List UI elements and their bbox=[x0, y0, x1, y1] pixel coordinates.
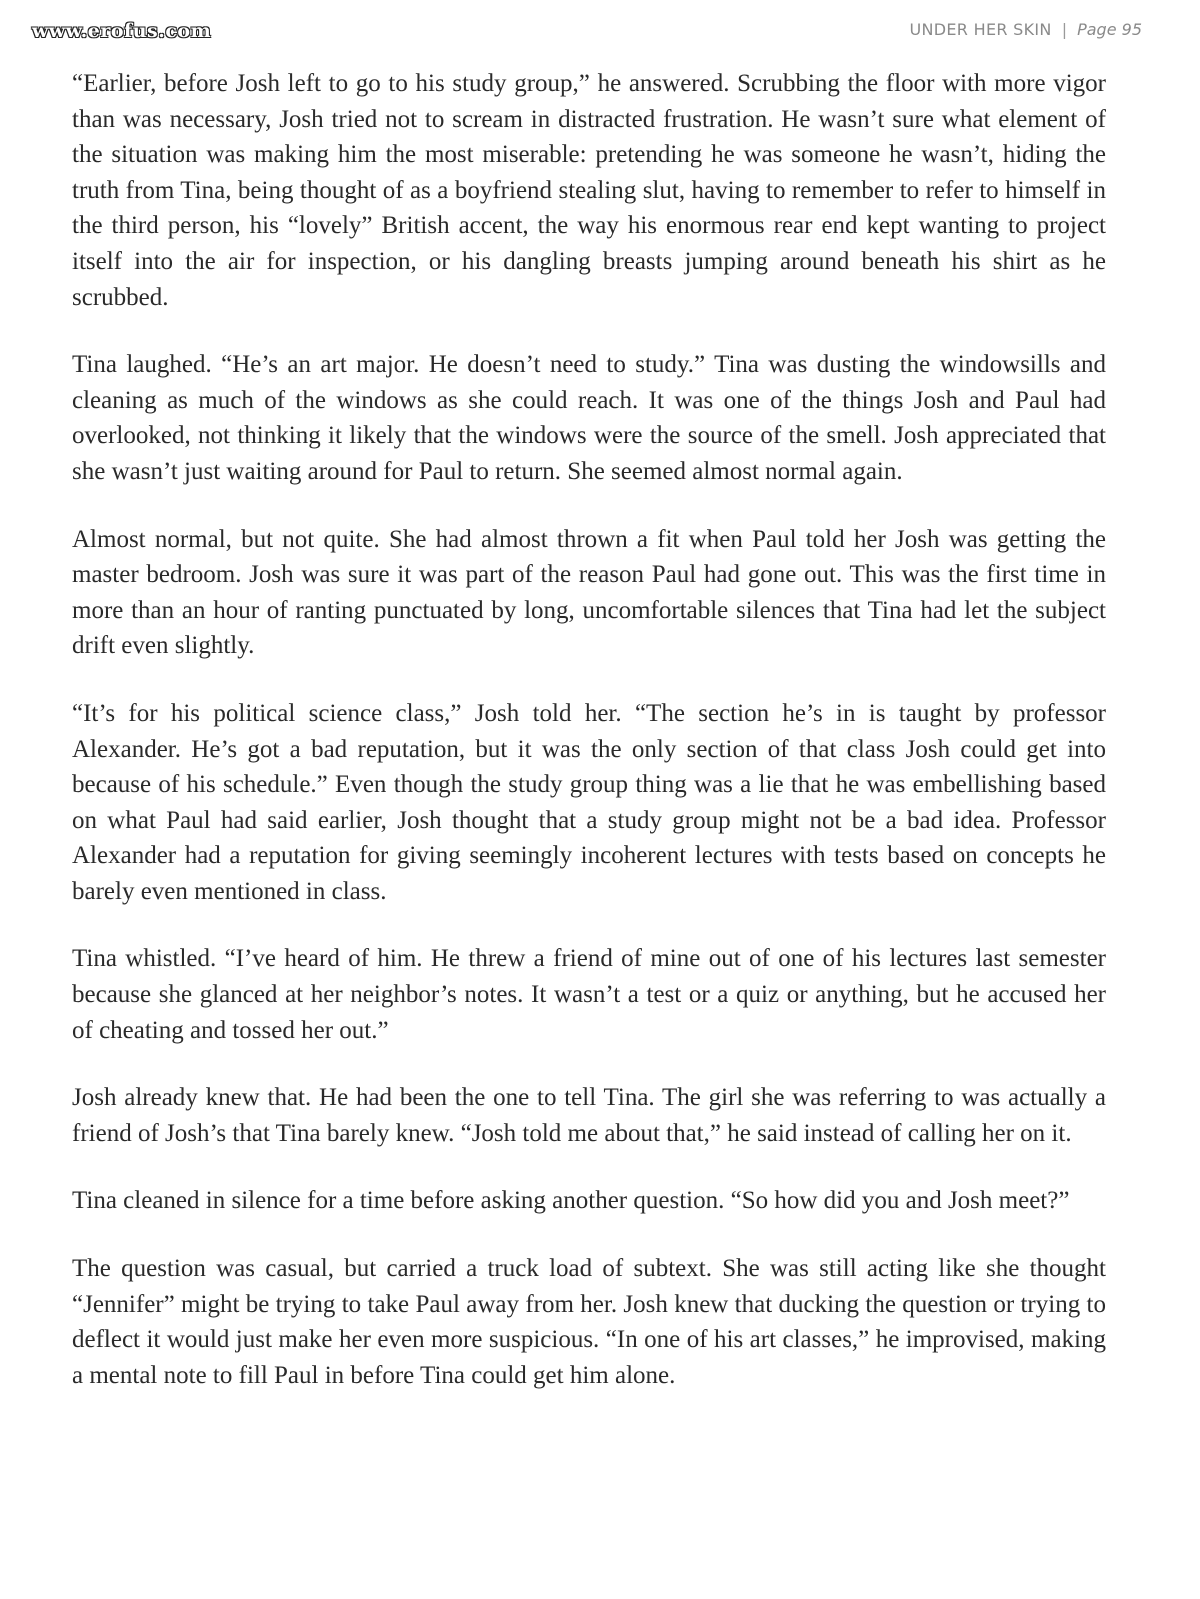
paragraph: The question was casual, but carried a truck load of subtext. She was still acting like she thought “Jennifer” might be trying to take Paul away from her. Josh knew that ducking the question or trying to deflect it would just make her even more suspicious. “In one of his art classes,” he improvised, making a mental note to fill Paul in before Tina could get him alone. bbox=[72, 1255, 1106, 1389]
paragraph: “Earlier, before Josh left to go to his study group,” he answered. Scrubbing the floor with more vigor than was necessary, Josh tried not to scream in distracted frustration. He wasn’t sure what element of the situation was making him the most miserable: pretending he was someone he wasn’t, hiding the truth from Tina, being thought of as a boyfriend stealing slut, having to remember to refer to himself in the third person, his “lovely” British accent, the way his enormous rear end kept wanting to project itself into the air for inspection, or his dangling breasts jumping around beneath his shirt as he scrubbed. bbox=[72, 70, 1106, 311]
book-title: UNDER HER SKIN bbox=[909, 20, 1052, 39]
header-separator: | bbox=[1061, 20, 1068, 39]
paragraph: Tina cleaned in silence for a time before asking another question. “So how did you and Josh meet?” bbox=[72, 1187, 1070, 1215]
running-header bbox=[910, 20, 1143, 39]
paragraph: Josh already knew that. He had been the one to tell Tina. The girl she was referring to was actually a friend of Josh’s that Tina barely knew. “Josh told me about that,” he said instead of calling her on it. bbox=[72, 1084, 1106, 1147]
body-text bbox=[72, 66, 1106, 1425]
paragraph: Tina laughed. “He’s an art major. He doesn’t need to study.” Tina was dusting the windowsills and cleaning as much of the windows as she could reach. It was one of the things Josh and Paul had overlooked, not thinking it likely that the windows were the source of the smell. Josh appreciated that she wasn’t just waiting around for Paul to return. She seemed almost normal again. bbox=[72, 351, 1106, 485]
paragraph: “It’s for his political science class,” Josh told her. “The section he’s in is taught by professor Alexander. He’s got a bad reputation, but it was the only section of that class Josh could get into because of his schedule.” Even though the study group thing was a lie that he was embellishing based on what Paul had said earlier, Josh thought that a study group might not be a bad idea. Professor Alexander had a reputation for giving seemingly incoherent lectures with tests based on concepts he barely even mentioned in class. bbox=[72, 699, 1106, 905]
page-number: Page 95 bbox=[1077, 20, 1142, 39]
paragraph: Almost normal, but not quite. She had almost thrown a fit when Paul told her Josh was getting the master bedroom. Josh was sure it was part of the reason Paul had gone out. This was the first time in more than an hour of ranting punctuated by long, uncomfortable silences that Tina had let the subject drift even slightly. bbox=[72, 525, 1106, 660]
watermark-text: www.erofus.com bbox=[32, 20, 212, 42]
paragraph: Tina whistled. “I’ve heard of him. He threw a friend of mine out of one of his lectures last semester because she glanced at her neighbor’s notes. It wasn’t a test or a quiz or anything, but he accused her of cheating and tossed her out.” bbox=[72, 945, 1106, 1044]
